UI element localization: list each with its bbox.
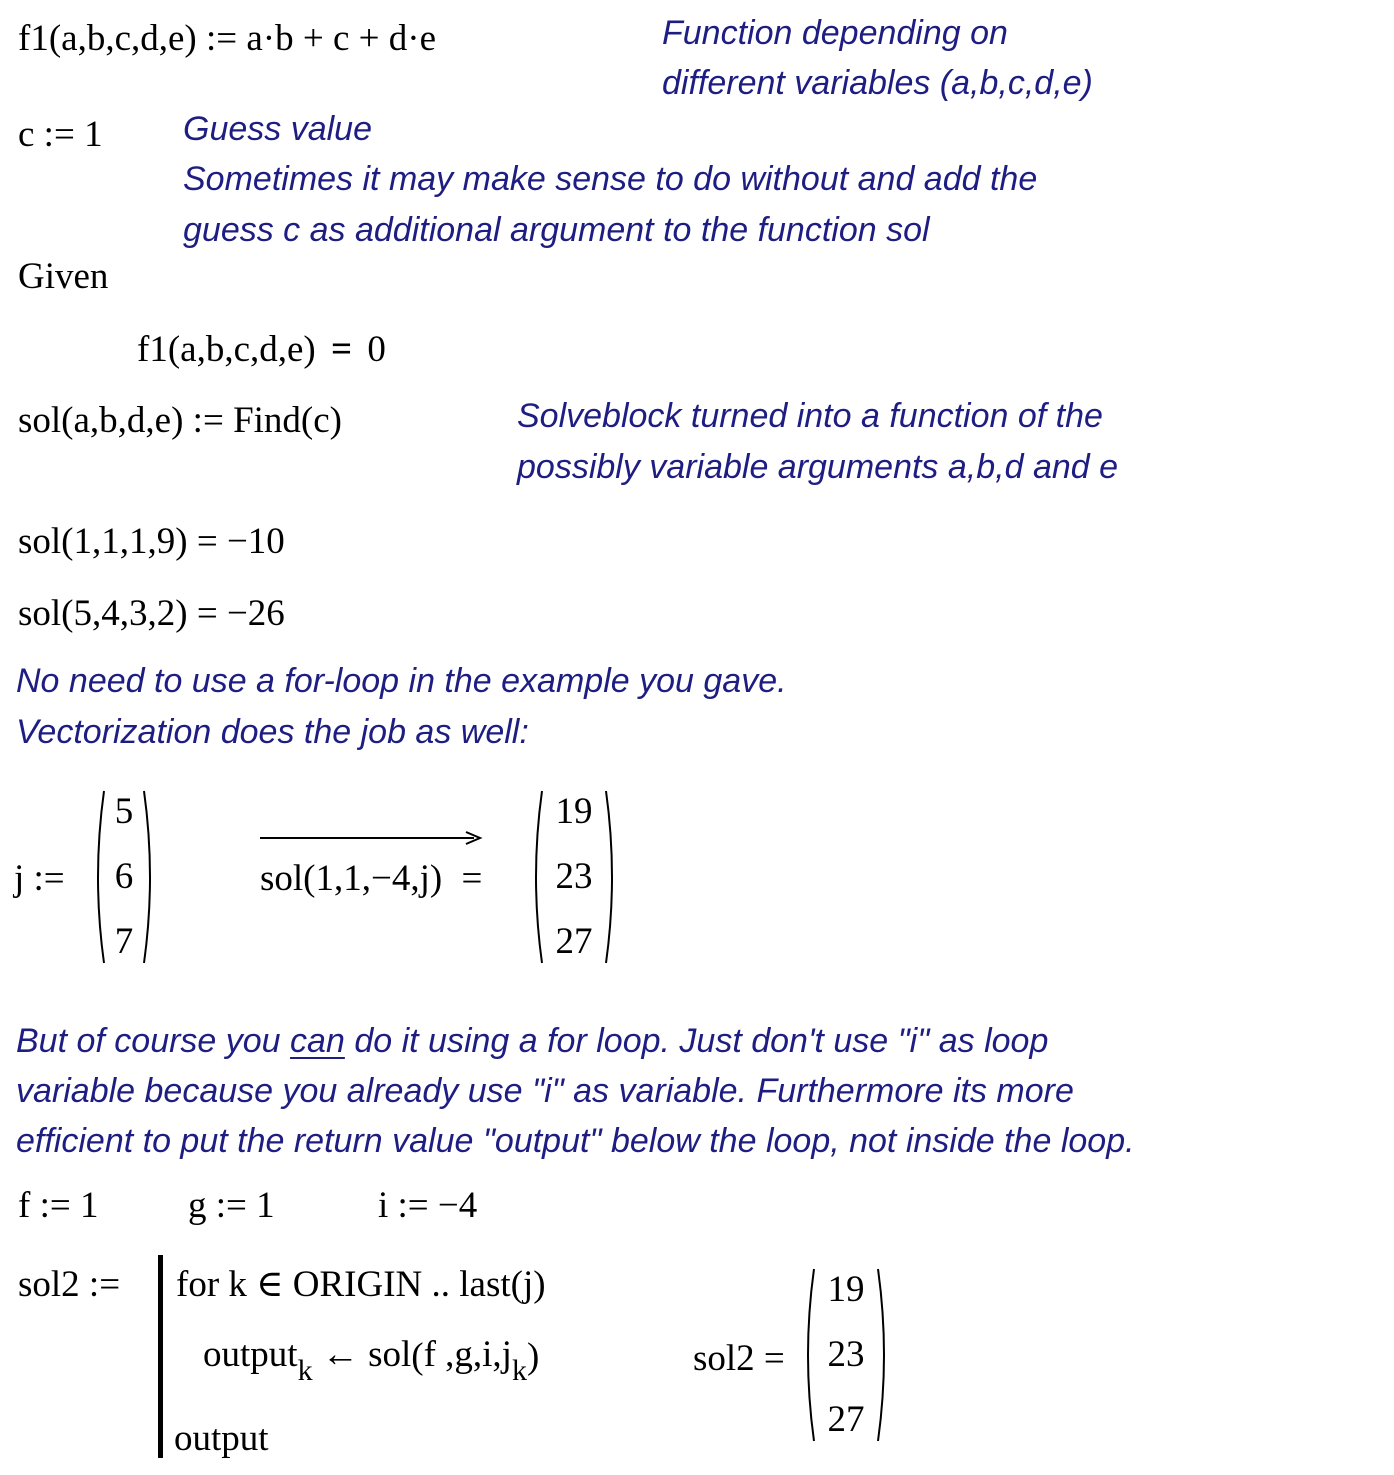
vectorized-equals: =: [461, 858, 483, 899]
sol2-result-value: 27: [827, 1399, 865, 1440]
vectorized-call: sol(1,1,−4,j): [260, 858, 443, 899]
c-comment-line-3: guess c as additional argument to the function sol: [183, 211, 930, 249]
loop-comment-text: do it using a for loop. Just don't use "i" as loop: [344, 1022, 1049, 1060]
j-value: 6: [114, 856, 134, 897]
program-assign-call: ← sol: [312, 1334, 412, 1375]
f1-definition[interactable]: f1(a,b,c,d,e) := a·b + c + d·e: [18, 18, 437, 59]
c-comment-line-2: Sometimes it may make sense to do without and add the: [183, 160, 1038, 198]
g-definition[interactable]: g := 1: [188, 1185, 275, 1226]
program-j-subscript: k: [511, 1354, 527, 1387]
program-bar: [158, 1255, 163, 1458]
sol-definition[interactable]: sol(a,b,d,e) := Find(c): [18, 400, 342, 441]
c-definition[interactable]: c := 1: [18, 114, 103, 155]
constraint-lhs: f1(a,b,c,d,e): [137, 329, 316, 370]
loop-comment-emphasis: can: [290, 1022, 345, 1060]
loop-comment-text: But of course you: [16, 1022, 291, 1060]
sol2-result-value: 23: [827, 1334, 865, 1375]
program-output-subscript: k: [297, 1354, 313, 1387]
sol2-result-label[interactable]: sol2 =: [693, 1338, 785, 1379]
sol-comment-line-2: possibly variable arguments a,b,d and e: [517, 448, 1119, 486]
i-definition[interactable]: i := −4: [378, 1185, 478, 1226]
j-value: 7: [114, 921, 134, 962]
vectorize-comment-line-1: No need to use a for-loop in the example you gave.: [16, 662, 787, 700]
sol-evaluation-1[interactable]: sol(1,1,1,9) = −10: [18, 521, 285, 562]
f1-comment-line-1: Function depending on: [662, 14, 1008, 52]
vectorized-result-value: 19: [555, 791, 593, 832]
loop-comment-line-3: efficient to put the return value "output" below the loop, not inside the loop.: [16, 1122, 1135, 1160]
vectorized-result-vector: [528, 788, 620, 966]
j-value: 5: [114, 791, 134, 832]
constraint-equation[interactable]: [137, 331, 386, 368]
program-assign-line[interactable]: [203, 1334, 540, 1387]
program-for-line[interactable]: for k ∈ ORIGIN .. last(j): [176, 1264, 546, 1305]
program-call-args: f ,g,i,j: [423, 1334, 512, 1375]
loop-comment-line-1: [16, 1024, 1048, 1058]
constraint-rhs: 0: [367, 329, 386, 370]
vectorized-result-value: 27: [555, 921, 593, 962]
sol2-label[interactable]: sol2 :=: [18, 1264, 121, 1305]
c-comment-line-1: Guess value: [183, 110, 372, 148]
vectorize-comment-line-2: Vectorization does the job as well:: [16, 713, 529, 751]
vectorized-result-value: 23: [555, 856, 593, 897]
program-open-paren: (: [411, 1336, 424, 1377]
sol2-result-value: 19: [827, 1269, 865, 1310]
program-close-paren: ): [526, 1336, 540, 1377]
f-definition[interactable]: f := 1: [18, 1185, 99, 1226]
given-keyword[interactable]: Given: [18, 256, 109, 297]
vectorize-arrow: [258, 830, 488, 846]
sol-comment-line-1: Solveblock turned into a function of the: [517, 397, 1103, 435]
program-output-name: output: [203, 1334, 298, 1375]
sol-evaluation-2[interactable]: sol(5,4,3,2) = −26: [18, 593, 285, 634]
f1-comment-line-2: different variables (a,b,c,d,e): [662, 64, 1093, 102]
loop-comment-line-2: variable because you already use "i" as variable. Furthermore its more: [16, 1072, 1074, 1110]
sol2-result-vector: [800, 1266, 892, 1444]
vectorized-expression[interactable]: [260, 860, 482, 897]
j-vector[interactable]: [90, 788, 158, 966]
j-label[interactable]: j :=: [14, 858, 65, 899]
program-return-line[interactable]: output: [174, 1418, 269, 1459]
constraint-bold-equals: =: [330, 329, 353, 370]
